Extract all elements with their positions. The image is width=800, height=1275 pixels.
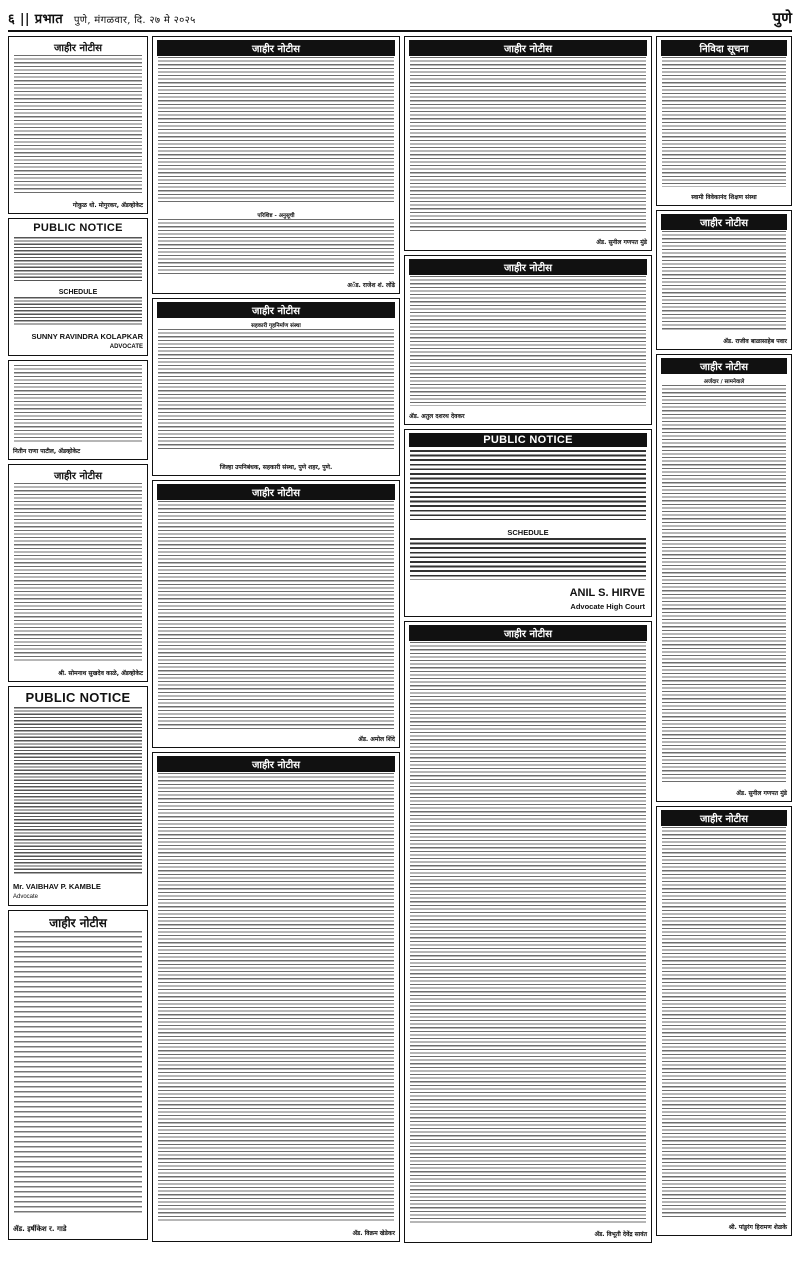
notice-c2-2: [152, 298, 400, 476]
column-1: [8, 36, 148, 1244]
notice-heading: जाहीर नोटीस: [157, 756, 395, 772]
notice-signer: ॲड. सुनील गणपत मुंडे: [596, 238, 647, 246]
notice-body-text: [410, 450, 646, 520]
notice-c4-3: [656, 354, 792, 802]
page-number: ६: [8, 12, 16, 27]
notice-heading: PUBLIC NOTICE: [33, 222, 123, 234]
notice-schedule-label: परिशिष्ट - अनुसूची: [257, 213, 295, 219]
notice-c4-1: [656, 36, 792, 206]
masthead: [8, 6, 792, 32]
notice-subheading: सहकारी गृहनिर्माण संस्था: [251, 323, 301, 329]
notice-signer: स्वामी विवेकानंद शिक्षण संस्था: [691, 193, 757, 201]
notice-c4-4: [656, 806, 792, 1236]
notice-signer: ॲड. विक्रम खेडेकर: [352, 1229, 395, 1237]
notice-signer: SUNNY RAVINDRA KOLAPKAR: [31, 332, 143, 341]
notice-c3-1: [404, 36, 652, 251]
notice-signer: ॲड. अतुल दशरथ देवकर: [409, 412, 465, 420]
notice-signer: ॲड. राजीव बाळासाहेब पवार: [723, 337, 787, 345]
notice-c2-3: [152, 480, 400, 748]
notice-body-text: [662, 385, 786, 783]
notice-body-text: [410, 276, 646, 406]
notice-heading: PUBLIC NOTICE: [25, 690, 131, 705]
dateline: पुणे, मंगळवार, दि. २७ मे २०२५: [73, 15, 196, 26]
notice-c3-3: [404, 429, 652, 617]
notice-heading: जाहीर नोटीस: [49, 916, 107, 930]
notice-c1-6: [8, 910, 148, 1240]
notice-heading: जाहीर नोटीस: [409, 259, 647, 275]
notice-c2-1: [152, 36, 400, 294]
notice-body-text: [158, 329, 394, 449]
notice-signer-role: ADVOCATE: [109, 343, 143, 350]
notice-signer: नितीन राणा पाटील, ॲडव्होकेट: [13, 447, 81, 455]
notice-schedule-label: SCHEDULE: [58, 289, 98, 296]
notice-signer: ॲड. विभूती देवेंद्र सावंत: [594, 1230, 647, 1238]
notice-heading: जाहीर नोटीस: [661, 810, 787, 826]
notice-heading: जाहीर नोटीस: [661, 214, 787, 230]
paper-name: प्रभात: [34, 12, 63, 27]
notice-heading: निविदा सूचना: [661, 40, 787, 56]
notice-c3-2: [404, 255, 652, 425]
notice-c1-3: [8, 360, 148, 460]
notice-body-text: [662, 231, 786, 331]
notice-heading: जाहीर नोटीस: [661, 358, 787, 374]
column-4: [656, 36, 792, 1240]
column-3: [404, 36, 652, 1247]
notice-signer: ॲड. सुनील गणपत मुंडे: [736, 789, 787, 797]
notice-heading: जाहीर नोटीस: [53, 471, 102, 482]
notice-body-text: [14, 237, 142, 283]
notice-signer: श्री. पांडुरंग हिरामण शेळके: [728, 1223, 787, 1231]
masthead-left: ६ || प्रभात पुणे, मंगळवार, दि. २७ मे २०२५: [8, 12, 196, 27]
notice-body-text: [158, 773, 394, 1223]
notice-schedule-text: [410, 538, 646, 580]
column-2: [152, 36, 400, 1246]
notice-body-text: [662, 827, 786, 1217]
notice-heading: जाहीर नोटीस: [157, 484, 395, 500]
masthead-city: पुणे: [772, 9, 792, 27]
notice-heading: जाहीर नोटीस: [409, 40, 647, 56]
notice-body-text: [14, 483, 142, 663]
notice-signer: ANIL S. HIRVE: [569, 587, 645, 599]
notice-signer: ॲड. अमोल शिंदे: [358, 735, 395, 743]
notice-signer-role: Advocate: [13, 893, 39, 900]
notice-signer: Mr. VAIBHAV P. KAMBLE: [13, 881, 101, 891]
notice-schedule-text: [14, 297, 142, 325]
notice-body-text: [14, 55, 142, 195]
notice-subheading: अर्जदार / सामनेवाले: [703, 379, 745, 385]
notice-body-text: [410, 642, 646, 1224]
notice-signer-role: Advocate High Court: [570, 601, 645, 611]
notice-heading: जाहीर नोटीस: [157, 302, 395, 318]
notice-schedule-text: [158, 219, 394, 275]
notice-c1-2: [8, 218, 148, 356]
notice-c3-4: [404, 621, 652, 1243]
notice-body-text: [662, 57, 786, 187]
notice-body-text: [14, 707, 142, 875]
notice-schedule-label: SCHEDULE: [507, 528, 549, 537]
notice-signer: श्री. सोमनाथ सुखदेव काळे, ॲडव्होकेट: [58, 669, 143, 677]
notice-body-text: [14, 931, 142, 1215]
notice-c1-1: [8, 36, 148, 214]
notice-signer: जिल्हा उपनिबंधक, सहकारी संस्था, पुणे शहर, पुणे.: [219, 463, 333, 471]
notice-signer: अॅड. राजेश शं. लोंढे: [347, 281, 395, 289]
notice-c1-5: [8, 686, 148, 906]
notice-c2-4: [152, 752, 400, 1242]
notice-body-text: [410, 57, 646, 232]
notice-heading: PUBLIC NOTICE: [409, 433, 647, 447]
notice-body-text: [158, 57, 394, 203]
notice-c4-2: [656, 210, 792, 350]
notice-heading: जाहीर नोटीस: [157, 40, 395, 56]
notice-signer: ॲड. इर्षीकेश र. गाडे: [13, 1225, 67, 1234]
notice-body-text: [14, 365, 142, 443]
notice-body-text: [158, 501, 394, 729]
notice-heading: जाहीर नोटीस: [409, 625, 647, 641]
notice-c1-4: [8, 464, 148, 682]
notice-heading: जाहीर नोटीस: [53, 43, 102, 54]
notice-signer: गोकुळ धो. मोगुरकर, ॲडव्होकेट: [72, 201, 143, 209]
